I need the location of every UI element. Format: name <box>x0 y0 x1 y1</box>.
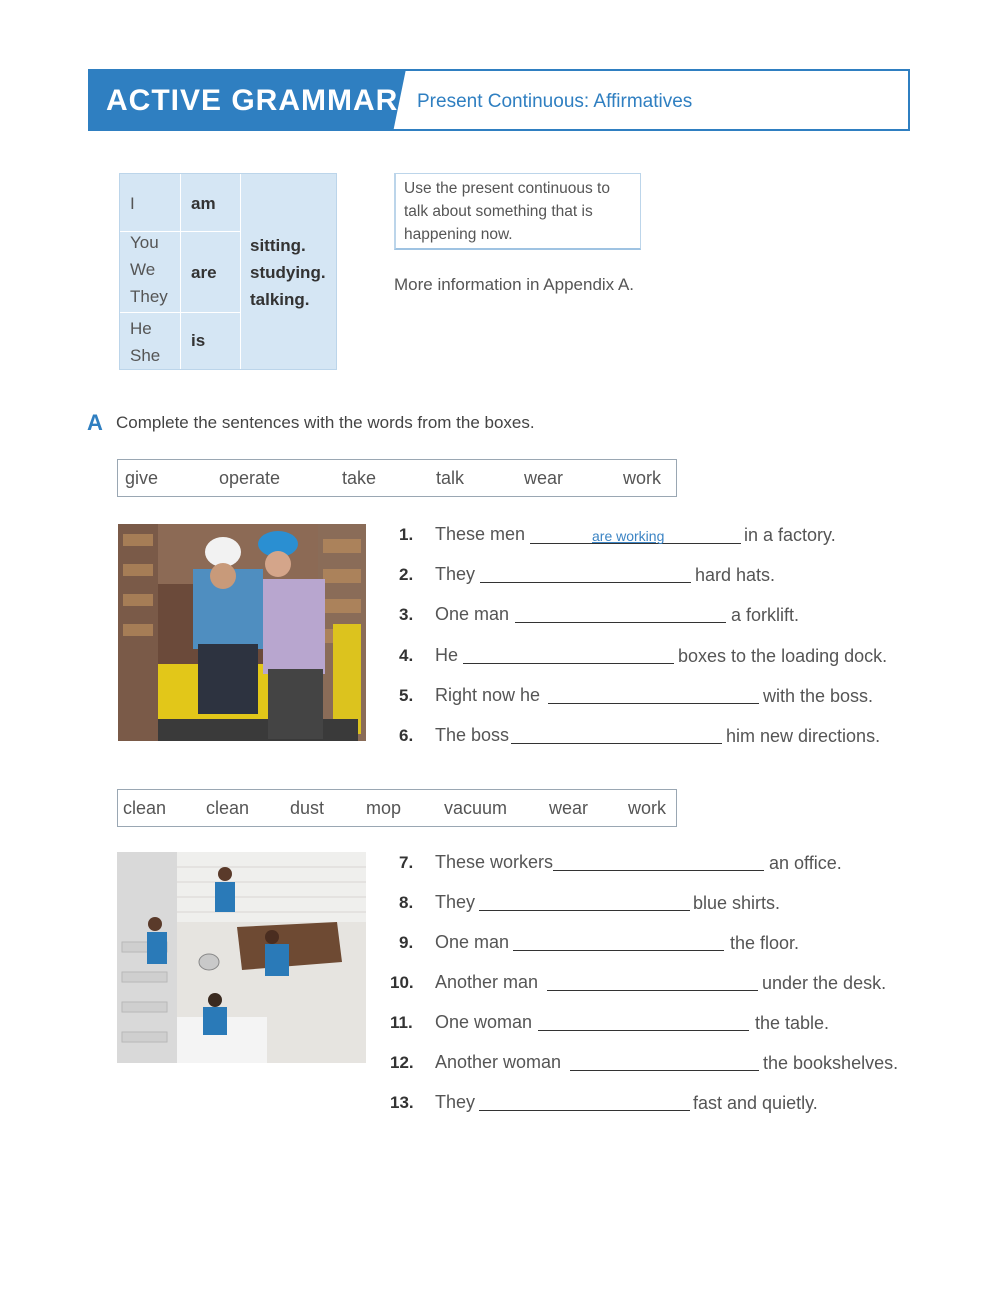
sentence-end: with the boss. <box>763 686 874 706</box>
sentence-number: 11. <box>390 1013 413 1032</box>
answer-blank[interactable] <box>547 990 758 991</box>
sentence-start: These workers <box>435 852 554 872</box>
answer-blank[interactable] <box>479 910 690 911</box>
sentence-number: 2. <box>399 565 414 584</box>
answer-blank[interactable] <box>463 663 674 664</box>
word-mop: mop <box>366 798 402 818</box>
sentence-number: 13. <box>390 1093 414 1112</box>
sentence-start: Another man <box>435 972 539 992</box>
info-text: Use the present continuous to talk about something that is happening now. <box>404 180 610 243</box>
pronoun-he: He <box>130 319 152 338</box>
header-title: ACTIVE GRAMMAR <box>106 84 399 117</box>
sentence-start: One woman <box>435 1012 533 1032</box>
header-subtitle: Present Continuous: Affirmatives <box>417 91 693 112</box>
sentence-number: 4. <box>399 646 414 665</box>
verb-sitting: sitting. <box>250 236 306 255</box>
sentence-end: the floor. <box>730 933 800 953</box>
sentence-number: 3. <box>399 605 414 624</box>
sentence-number: 9. <box>399 933 414 952</box>
pronoun-she: She <box>130 346 161 365</box>
more-info-text: More information in Appendix A. <box>394 275 635 294</box>
word-vacuum: vacuum <box>444 798 508 818</box>
sentence-start: They <box>435 564 476 584</box>
exercise-letter: A <box>87 410 103 435</box>
verb-is: is <box>191 331 206 350</box>
sentence-start: They <box>435 1092 476 1112</box>
pronoun-they: They <box>130 287 168 306</box>
word-box-1 <box>117 459 677 497</box>
word-clean: clean <box>206 798 250 818</box>
answer-text: are working <box>592 528 665 544</box>
sentence-number: 1. <box>399 525 414 544</box>
answer-blank[interactable] <box>515 622 726 623</box>
verb-am: am <box>191 194 216 213</box>
sentence-start: Right now he <box>435 685 541 705</box>
sentence-start: One man <box>435 932 510 952</box>
pronoun-i: I <box>130 194 135 213</box>
sentence-end: an office. <box>769 853 842 873</box>
answer-blank[interactable] <box>548 703 759 704</box>
answer-blank[interactable] <box>513 950 724 951</box>
factory-photo <box>118 524 366 741</box>
sentence-end: fast and quietly. <box>693 1093 818 1113</box>
word-take: take <box>342 468 377 488</box>
answer-blank[interactable] <box>570 1070 759 1071</box>
sentence-end: hard hats. <box>695 565 776 585</box>
sentence-start: Another woman <box>435 1052 562 1072</box>
sentence-end: a forklift. <box>731 605 800 625</box>
sentence-end: him new directions. <box>726 726 881 746</box>
sentence-number: 6. <box>399 726 414 745</box>
pronoun-you: You <box>130 233 159 252</box>
verb-are: are <box>191 263 217 282</box>
sentence-start: The boss <box>435 725 510 745</box>
sentence-number: 8. <box>399 893 414 912</box>
sentence-start: They <box>435 892 476 912</box>
sentence-end: the table. <box>755 1013 830 1033</box>
verb-studying: studying. <box>250 263 326 282</box>
sentence-number: 7. <box>399 853 414 872</box>
exercise-instruction: Complete the sentences with the words from the boxes. <box>116 413 535 432</box>
sentence-end: boxes to the loading dock. <box>678 646 888 666</box>
sentence-end: the bookshelves. <box>763 1053 899 1073</box>
answer-blank[interactable] <box>538 1030 749 1031</box>
grammar-table <box>119 173 337 370</box>
word-work: work <box>623 468 662 488</box>
answer-blank[interactable] <box>480 582 691 583</box>
pronoun-we: We <box>130 260 156 279</box>
word-clean: clean <box>123 798 167 818</box>
office-cleaning-photo <box>117 852 366 1063</box>
sentence-number: 10. <box>390 973 414 992</box>
word-give: give <box>125 468 159 488</box>
word-wear: wear <box>549 798 589 818</box>
sentence-number: 12. <box>390 1053 414 1072</box>
sentence-end: under the desk. <box>762 973 887 993</box>
word-box-2 <box>117 789 677 827</box>
sentence-start: One man <box>435 604 510 624</box>
answer-blank[interactable] <box>511 743 722 744</box>
word-work: work <box>628 798 667 818</box>
answer-blank[interactable] <box>479 1110 690 1111</box>
verb-talking: talking. <box>250 290 310 309</box>
sentence-end: blue shirts. <box>693 893 781 913</box>
word-operate: operate <box>219 468 281 488</box>
word-wear: wear <box>524 468 564 488</box>
sentence-end: in a factory. <box>744 525 836 545</box>
word-dust: dust <box>290 798 325 818</box>
sentence-start: These men <box>435 524 526 544</box>
sentence-start: He <box>435 645 459 665</box>
answer-blank[interactable] <box>553 870 764 871</box>
sentence-number: 5. <box>399 686 414 705</box>
word-talk: talk <box>436 468 465 488</box>
